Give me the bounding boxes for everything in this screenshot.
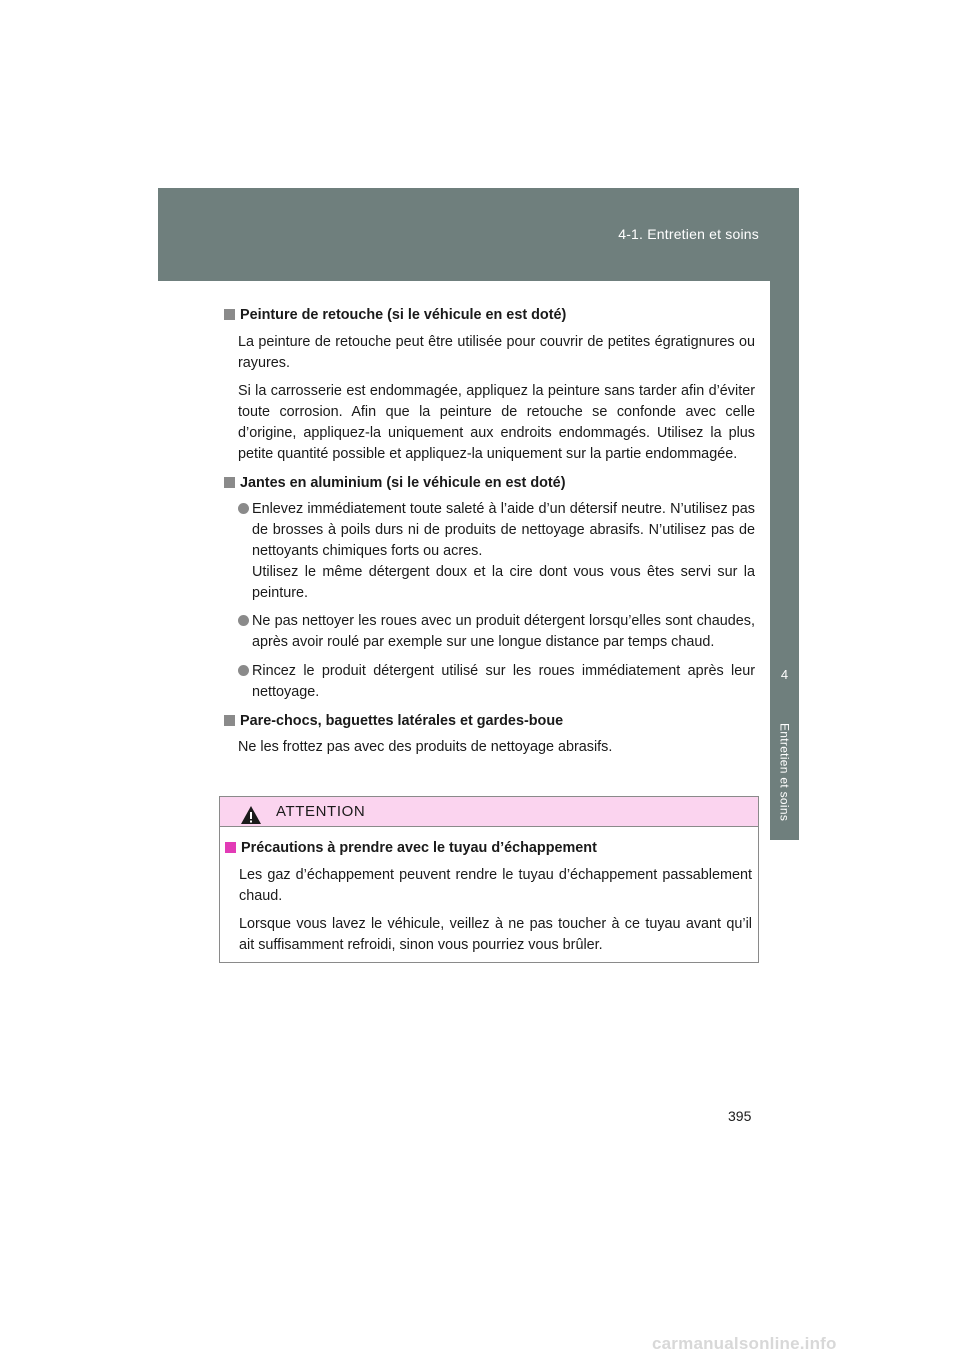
chapter-number: 4 xyxy=(770,645,799,705)
watermark: carmanualsonline.info xyxy=(652,1334,837,1353)
page-number: 395 xyxy=(728,1108,752,1124)
warning-heading xyxy=(223,838,752,859)
section-heading-touch-up-paint xyxy=(222,305,755,326)
list-item-text: Utilisez le même détergent doux et la cire dont vous vous êtes servi sur la peinture. xyxy=(252,563,755,601)
chapter-tab xyxy=(770,705,799,840)
square-bullet-icon xyxy=(224,715,235,726)
section-heading-text: Pare-chocs, baguettes latérales et gardes-boue xyxy=(240,712,564,729)
circle-bullet-icon xyxy=(238,503,249,514)
paragraph: Si la carrosserie est endommagée, appliquez la peinture sans tarder afin d’éviter toute corrosion. Afin que la peinture de retouche se confonde avec celle d’origine, appliquez-la uniquement aux endroits endommagés. Utilisez la plus petite quantité possible et appliquez-la uniquement sur la partie endommagée. xyxy=(238,383,755,462)
paragraph: La peinture de retouche peut être utilisée pour couvrir de petites égratignures ou rayures. xyxy=(238,333,755,371)
main-content xyxy=(222,305,755,766)
section-heading-aluminum-wheels xyxy=(222,473,755,494)
section-title: 4-1. Entretien et soins xyxy=(618,226,759,242)
section-heading-text: Peinture de retouche (si le véhicule en est doté) xyxy=(240,307,567,323)
list-item-text: Rincez le produit détergent utilisé sur les roues immédiatement après leur nettoyage. xyxy=(252,662,755,700)
list-item xyxy=(238,661,755,703)
list-item-text: Enlevez immédiatement toute saleté à l’aide d’un détersif neutre. N’utilisez pas de brosses à poils durs ni de produits de nettoyage abrasifs. N’utilisez pas de nettoyants chimiques forts ou acres. xyxy=(252,501,755,559)
warning-title: ATTENTION xyxy=(276,803,366,820)
square-bullet-icon xyxy=(224,309,235,320)
list-item xyxy=(238,611,755,653)
circle-bullet-icon xyxy=(238,665,249,676)
paragraph: Ne les frottez pas avec des produits de nettoyage abrasifs. xyxy=(238,739,613,756)
warning-header xyxy=(220,797,758,827)
warning-box xyxy=(219,796,759,963)
warning-body xyxy=(220,827,758,956)
square-bullet-icon xyxy=(225,842,236,853)
warning-triangle-icon xyxy=(240,805,262,825)
list-item xyxy=(238,499,755,603)
warning-paragraph: Lorsque vous lavez le véhicule, veillez à ne pas toucher à ce tuyau avant qu’il ait suffisamment refroidi, sinon vous pourriez vous brûler. xyxy=(239,916,752,954)
side-tab-top xyxy=(770,281,799,645)
section-heading-bumpers xyxy=(222,711,755,732)
warning-paragraph: Les gaz d’échappement peuvent rendre le tuyau d’échappement passablement chaud. xyxy=(239,866,752,904)
section-heading-text: Jantes en aluminium (si le véhicule en est doté) xyxy=(240,474,566,491)
warning-heading-text: Précautions à prendre avec le tuyau d’échappement xyxy=(241,840,597,856)
square-bullet-icon xyxy=(224,477,235,488)
chapter-label: Entretien et soins xyxy=(777,723,792,822)
header-band xyxy=(158,188,799,281)
circle-bullet-icon xyxy=(238,615,249,626)
list-item-text: Ne pas nettoyer les roues avec un produit détergent lorsqu’elles sont chaudes, après avoir roulé par exemple sur une longue distance par temps chaud. xyxy=(252,613,755,651)
